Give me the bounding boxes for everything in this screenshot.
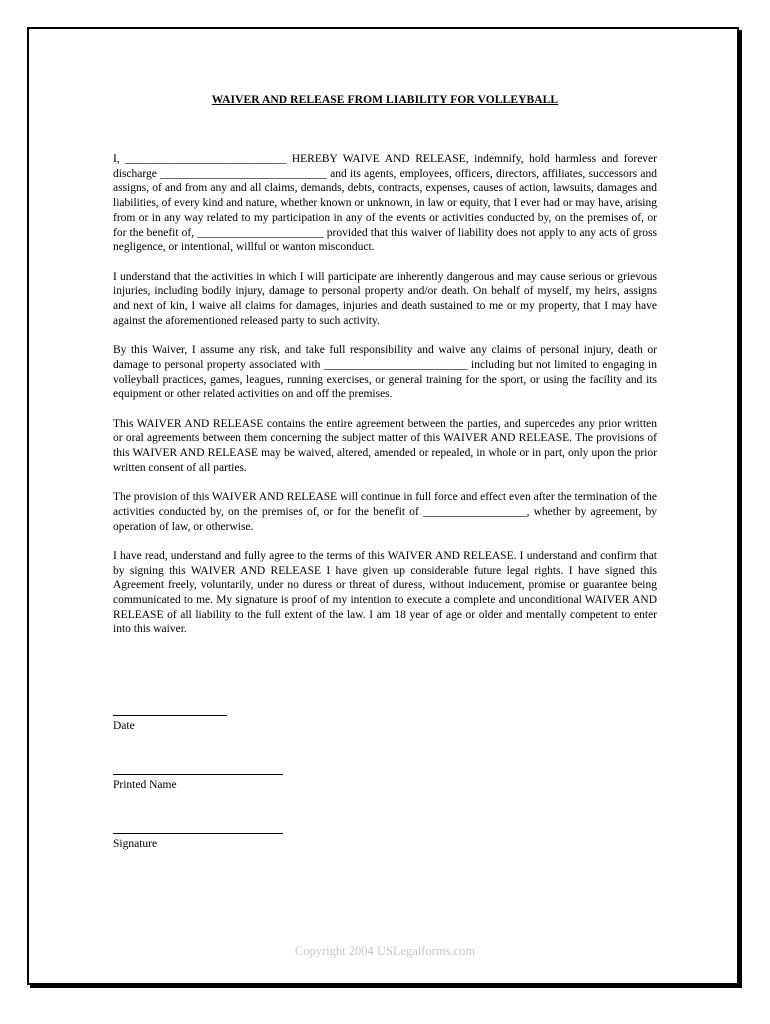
paragraph-continuation: The provision of this WAIVER AND RELEASE will continue in full force and effect even after the termination of the activities conducted by, on the premises of, or for the benefit of __________________, whether by agreement, by operation of law, or otherwise. xyxy=(113,491,657,533)
date-field xyxy=(113,715,227,732)
paragraph-inherent-danger: I understand that the activities in which I will participate are inherently dangerous and may cause serious or grievous injuries, including bodily injury, damage to personal property and/or death. On behalf of myself, my heirs, assigns and next of kin, I waive all claims for damages, injuries and death sustained to me or my property, that I may have against the aforementioned released party to such activity. xyxy=(113,270,657,327)
document-title: WAIVER AND RELEASE FROM LIABILITY FOR VOLLEYBALL xyxy=(211,94,559,106)
paragraph-waiver-release: I, ____________________________ HEREBY WAIVE AND RELEASE, indemnify, hold harmless and forever discharge _____________________________ and its agents, employees, officers, directors, affiliates, successors and assigns, of and from any and all claims, demands, debts, contracts, expenses, causes of action, lawsuits, damages and liabilities, of every kind and nature, whether known or unknown, in law or equity, that I ever had or may have, arising from or in any way related to my participation in any of the events or activities conducted by, on the premises of, or for the benefit of, ______________________ provided that this waiver of liability does not apply to any acts of gross negligence, or intentional, willful or wanton misconduct. xyxy=(113,153,657,254)
paragraph-acknowledgement: I have read, understand and fully agree to the terms of this WAIVER AND RELEASE. I understand and confirm that by signing this WAIVER AND RELEASE I have given up considerable future legal rights. I have signed this Agreement freely, voluntarily, under no duress or threat of duress, without inducement, promise or guarantee being communicated to me. My signature is proof of my intention to execute a complete and unconditional WAIVER AND RELEASE of all liability to the full extent of the law. I am 18 year of age or older and mentally competent to enter into this waiver. xyxy=(113,549,657,636)
printed-name-line[interactable] xyxy=(113,774,283,775)
document-body xyxy=(113,152,657,652)
signature-field xyxy=(113,833,283,850)
signature-label: Signature xyxy=(113,838,158,850)
date-label: Date xyxy=(113,720,135,732)
signature-line[interactable] xyxy=(113,833,283,834)
copyright-footer: Copyright 2004 USLegalforms.com xyxy=(294,944,476,958)
paragraph-assume-risk: By this Waiver, I assume any risk, and take full responsibility and waive any claims of personal injury, death or damage to personal property associated with _________________________ including but not limited to engaging in volleyball practices, games, leagues, running exercises, or general training for the sport, or using the facility and its equipment or other related activities on and off the premises. xyxy=(113,344,657,401)
paragraph-entire-agreement: This WAIVER AND RELEASE contains the entire agreement between the parties, and supercedes any prior written or oral agreements between them concerning the subject matter of this WAIVER AND RELEASE. The provisions of this WAIVER AND RELEASE may be waived, altered, amended or repealed, in whole or in part, only upon the prior written consent of all parties. xyxy=(113,417,657,474)
printed-name-field xyxy=(113,774,283,791)
printed-name-label: Printed Name xyxy=(113,779,177,791)
date-line[interactable] xyxy=(113,715,227,716)
